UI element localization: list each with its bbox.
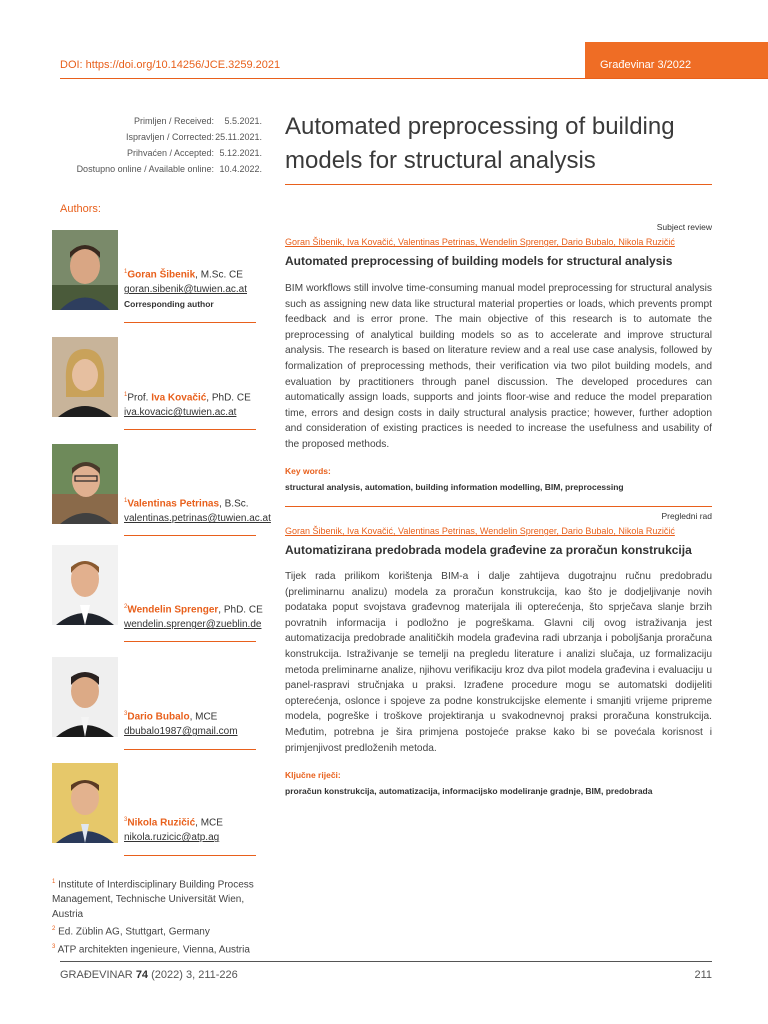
author-photo: [52, 444, 118, 524]
author-divider: [124, 535, 256, 536]
author-degree: , M.Sc. CE: [195, 269, 243, 281]
author-degree: , MCE: [189, 711, 218, 723]
author-name: Valentinas Petrinas: [127, 498, 220, 510]
affiliation-text: Institute of Interdisciplinary Building Process Management, Technische Universität Wien, Austria: [52, 879, 254, 921]
author-email[interactable]: valentinas.petrinas@tuwien.ac.at: [124, 513, 271, 525]
section-title-hr: Automatizirana predobrada modela građevine za proračun konstrukcija: [285, 543, 692, 557]
header-divider: [60, 78, 768, 79]
author-divider: [124, 855, 256, 856]
date-label: Primljen / Received:: [133, 116, 214, 126]
article-title: Automated preprocessing of building models for structural analysis: [285, 113, 675, 174]
author-sup: 3: [124, 817, 128, 823]
author-sup: 3: [124, 711, 128, 717]
page-number: 211: [694, 969, 712, 981]
authors-heading: Authors:: [60, 203, 101, 215]
affiliation-item: [52, 922, 264, 939]
affiliation-text: Ed. Züblin AG, Stuttgart, Germany: [58, 926, 210, 938]
affiliation-sup: 2: [52, 926, 56, 933]
doi-link[interactable]: DOI: https://doi.org/10.14256/JCE.3259.2021: [60, 59, 281, 71]
author-sup: 2: [124, 604, 128, 610]
author-degree: , MCE: [195, 817, 223, 829]
article-dates: [60, 113, 262, 177]
affiliations: [52, 875, 264, 957]
author-name: Iva Kovačić: [151, 392, 207, 404]
author-info: [124, 707, 238, 739]
author-sup: 1: [124, 392, 128, 398]
affiliation-text: ATP architekten ingenieure, Vienna, Austria: [57, 943, 250, 955]
date-label: Dostupno online / Available online:: [76, 164, 214, 174]
author-divider: [124, 641, 256, 642]
corresponding-author-note: Corresponding author: [124, 299, 214, 310]
date-value: 5.5.2021.: [224, 116, 262, 126]
author-email[interactable]: wendelin.sprenger@zueblin.de: [124, 619, 262, 631]
affiliation-item: [52, 875, 264, 922]
author-divider: [124, 322, 256, 323]
author-degree: , PhD. CE: [206, 392, 251, 404]
keywords-hr: proračun konstrukcija, automatizacija, informacijsko modeliranje gradnje, BIM, predobrada: [285, 786, 653, 796]
abstract-en: BIM workflows still involve time-consuming manual model preprocessing for structural analysis such as assigning new data like structural material properties or loads, which prevents prompt feedback and is error prone. The main objective of this research is to automate the preprocessing of analytical building models so as to accelerate and improve structural analysis. The research is based on literature review and a real use case analysis, followed by formalization of preprocessing methods, their verification via two pilot building models, and evaluation by practitioners through panel discussion. The developed procedures can automatically assign loads, supports and joints floor-wise and reduce the model preparation time, errors and design costs in daily structural analysis practice; however, further adoption and consideration of existing practices is needed to increase the usefulness and usability of the proposed methods.: [285, 283, 712, 450]
author-name: Goran Šibenik: [127, 269, 196, 281]
author-list-en: Goran Šibenik, Iva Kovačić, Valentinas Petrinas, Wendelin Sprenger, Dario Bubalo, Nikola Ruzičić: [285, 237, 675, 247]
section-title-en: Automated preprocessing of building models for structural analysis: [285, 254, 673, 268]
keywords-heading-hr: Ključne riječi:: [285, 770, 341, 780]
author-photo: [52, 545, 118, 625]
author-info: [124, 388, 251, 420]
author-photo: [52, 763, 118, 843]
author-name: Wendelin Sprenger: [127, 604, 219, 616]
author-info: [124, 265, 247, 312]
journal-issue: Građevinar 3/2022: [600, 59, 692, 71]
author-email[interactable]: goran.sibenik@tuwien.ac.at: [124, 284, 247, 296]
author-info: [124, 600, 263, 632]
author-info: [124, 494, 271, 526]
date-corrected: [60, 129, 262, 145]
footer-divider: [60, 961, 712, 962]
author-photo: [52, 230, 118, 310]
keywords-en: structural analysis, automation, building information modelling, BIM, preprocessing: [285, 482, 624, 492]
keywords-heading-en: Key words:: [285, 466, 331, 476]
section-divider: [285, 506, 712, 507]
date-value: 10.4.2022.: [219, 164, 262, 174]
author-name: Dario Bubalo: [127, 711, 190, 723]
article-type-hr: Pregledni rad: [661, 511, 712, 521]
author-sup: 1: [124, 498, 128, 504]
date-label: Prihvaćen / Accepted:: [126, 148, 214, 158]
author-divider: [124, 429, 256, 430]
date-label: Ispravljen / Corrected:: [125, 132, 214, 142]
author-email[interactable]: iva.kovacic@tuwien.ac.at: [124, 407, 237, 419]
author-email[interactable]: dbubalo1987@gmail.com: [124, 726, 238, 738]
author-email[interactable]: nikola.ruzicic@atp.ag: [124, 832, 220, 844]
footer-citation: [60, 969, 238, 981]
author-name: Nikola Ruzičić: [127, 817, 196, 829]
footer-volume: 74: [135, 969, 149, 981]
author-degree: , PhD. CE: [218, 604, 263, 616]
affiliation-item: [52, 940, 264, 957]
date-received: [60, 113, 262, 129]
author-list-hr: Goran Šibenik, Iva Kovačić, Valentinas Petrinas, Wendelin Sprenger, Dario Bubalo, Nikola Ruzičić: [285, 526, 675, 536]
author-info: [124, 813, 223, 845]
footer-rest: (2022) 3, 211-226: [151, 969, 238, 981]
affiliation-sup: 3: [52, 943, 56, 950]
author-sup: 1: [124, 269, 128, 275]
date-online: [60, 161, 262, 177]
abstract-hr: Tijek rada prilikom korištenja BIM-a i dalje zahtijeva dugotrajnu ručnu predobradu (preliminarnu analizu) modela za proračun konstrukcija, kao što je dodjeljivanje novih podataka poput svojstava građevnog materijala ili opterećenja, što sprječava slanje brzih povratnih informacija i podložno je pogreškama. Glavni cilj ovog istraživanja jest automatizacija predobrade analitičkih modela građevina radi ubrzanja i poboljšanja proračuna konstrukcija. Istraživanje se temelji na pregledu literature i analizi slučaja, uz formalizaciju metoda preliminarne analize, njihovu verifikaciju kroz dva pilot modela građevina i evaluaciju u panel-raspravi stručnjaka u praksi. Izrađene procedure mogu se automatski dodijeliti opterećenja, oslonce i spojeve za podne konstrukcijske elemente i smanjiti vrijeme pripreme modela, pogreške i troškove projektiranja u svakodnevnoj praksi proračuna konstrukcija. Međutim, potrebna je šira primjena postojeće prakse kako bi se povećala korisnost i primjenjivost predloženih metoda.: [285, 571, 712, 754]
affiliation-sup: 1: [52, 879, 56, 885]
date-value: 5.12.2021.: [219, 148, 262, 158]
date-accepted: [60, 145, 262, 161]
footer-journal: GRAĐEVINAR: [60, 969, 133, 981]
title-divider: [285, 184, 712, 185]
author-photo: [52, 657, 118, 737]
date-value: 25.11.2021.: [215, 132, 262, 142]
author-degree: , B.Sc.: [219, 498, 249, 510]
article-type-en: Subject review: [656, 222, 712, 232]
author-prefix: Prof.: [127, 392, 152, 404]
author-photo: [52, 337, 118, 417]
author-divider: [124, 749, 256, 750]
